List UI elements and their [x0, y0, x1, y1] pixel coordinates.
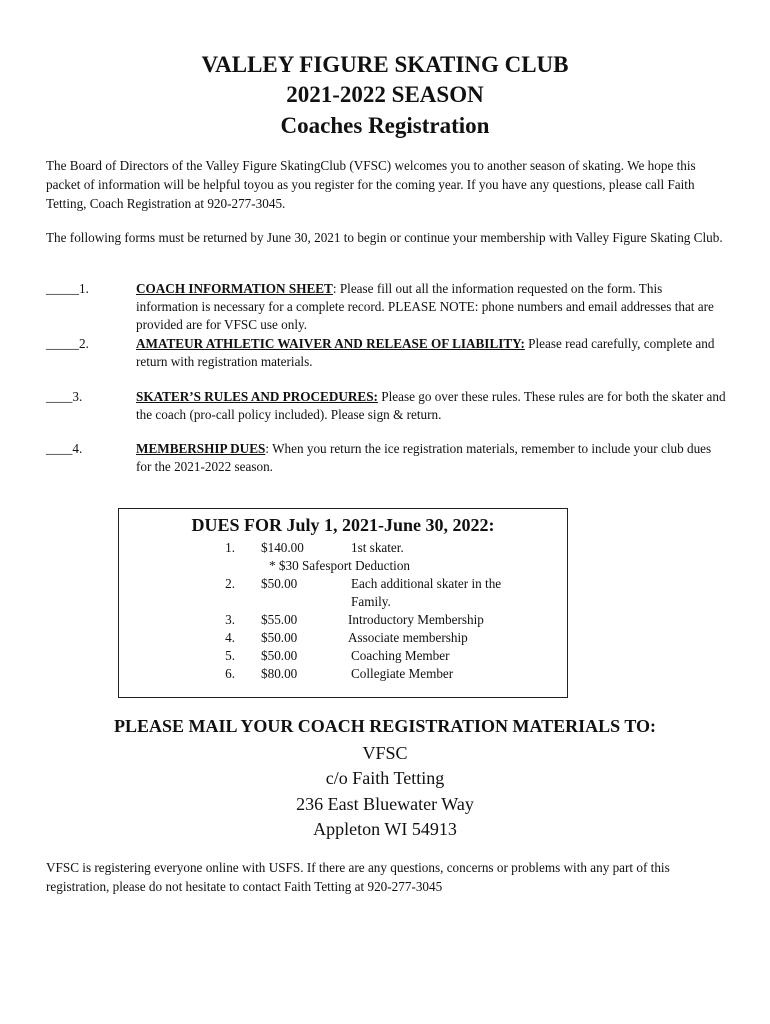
checklist-text: Please go over these rules. These rules are for both the skater and the coach (pro-call policy included). Please sign & return. [136, 389, 726, 422]
club-title: VALLEY FIGURE SKATING CLUB [201, 52, 569, 77]
checklist-text: Please fill out all the information requested on the form. This information is necessary for a complete record. PLEASE NOTE: phone numbers and email addresses that are provided are for VFSC use only. [136, 281, 714, 332]
checklist-text: When you return the ice registration materials, remember to include your club dues for the 2021-2022 season. [136, 441, 712, 474]
dues-amount: $55.00 [261, 612, 298, 627]
address-line-street: 236 East Bluewater Way [296, 794, 474, 814]
checklist-heading: SKATER’S RULES AND PROCEDURES: [136, 389, 378, 404]
address-line-city: Appleton WI 54913 [313, 819, 457, 839]
dues-description: Introductory Membership [348, 612, 484, 627]
dues-description: * $30 Safesport Deduction [269, 558, 411, 573]
checklist-number: _____2. [46, 336, 89, 351]
address-line-attn: c/o Faith Tetting [325, 768, 445, 788]
dues-amount: $50.00 [261, 648, 298, 663]
checklist-heading: COACH INFORMATION SHEET [136, 281, 333, 296]
dues-box [118, 508, 568, 698]
dues-number: 2. [225, 576, 235, 591]
mail-title: PLEASE MAIL YOUR COACH REGISTRATION MATERIALS TO: [113, 716, 657, 736]
forms-due-paragraph: The following forms must be returned by June 30, 2021 to begin or continue your membership with Valley Figure Skating Club. [46, 230, 723, 245]
dues-title: DUES FOR July 1, 2021-June 30, 2022: [191, 515, 495, 535]
dues-amount: $50.00 [261, 630, 298, 645]
address-line-org: VFSC [362, 743, 408, 763]
dues-description: Coaching Member [351, 648, 450, 663]
dues-amount: $80.00 [261, 666, 298, 681]
checklist-heading: MEMBERSHIP DUES [136, 441, 266, 456]
form-title: Coaches Registration [280, 113, 490, 138]
checklist-number: ____4. [46, 441, 83, 456]
dues-description: Collegiate Member [351, 666, 454, 681]
footer-paragraph: VFSC is registering everyone online with USFS. If there are any questions, concerns or problems with any part of this registration, please do not hesitate to contact Faith Tetting at 920-277-3045 [46, 860, 670, 894]
dues-number: 3. [225, 612, 235, 627]
checklist-number: ____3. [46, 389, 83, 404]
dues-amount: $140.00 [261, 540, 304, 555]
dues-amount: $50.00 [261, 576, 298, 591]
dues-description: Associate membership [348, 630, 468, 645]
dues-number: 4. [225, 630, 235, 645]
checklist-separator: : [265, 441, 273, 456]
checklist-separator: : [332, 281, 340, 296]
dues-description: Each additional skater in the [351, 576, 502, 591]
dues-description: 1st skater. [351, 540, 404, 555]
checklist-text: Please read carefully, complete and return with registration materials. [136, 336, 715, 369]
dues-description: Family. [351, 594, 391, 609]
dues-number: 6. [225, 666, 235, 681]
dues-number: 5. [225, 648, 235, 663]
intro-paragraph: The Board of Directors of the Valley Figure SkatingClub (VFSC) welcomes you to another season of skating. We hope this packet of information will be helpful toyou as you register for the coming year. If you have any questions, please call Faith Tetting, Coach Registration at 920-277-3045. [46, 158, 696, 211]
checklist-heading: AMATEUR ATHLETIC WAIVER AND RELEASE OF LIABILITY: [136, 336, 525, 351]
season-title: 2021-2022 SEASON [286, 82, 484, 107]
dues-number: 1. [225, 540, 235, 555]
checklist-number: _____1. [46, 281, 89, 296]
